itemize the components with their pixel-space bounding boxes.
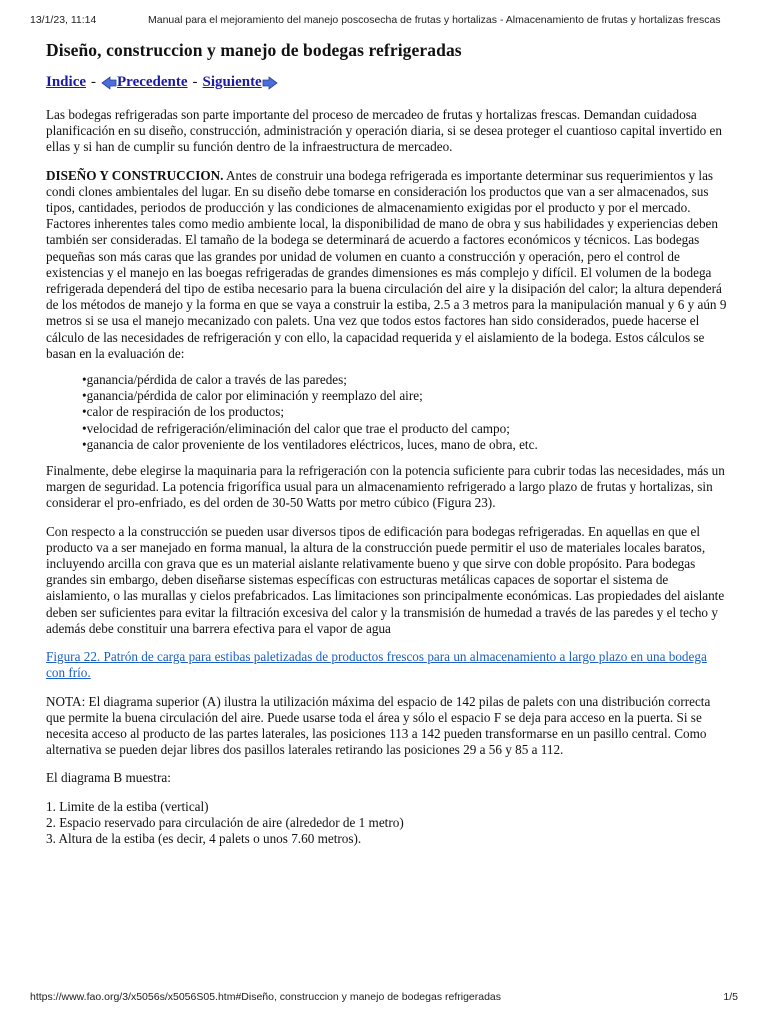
- print-footer: [30, 991, 738, 1003]
- next-arrow-icon[interactable]: [262, 76, 278, 90]
- intro-paragraph: Las bodegas refrigeradas son parte importante del proceso de mercadeo de frutas y hortalizas frescas. Demandan cuidadosa planificación en su diseño, construcción, administración y operación diaria, si se desea proteger el cuantioso capital invertido en ellas y si han de cumplir su función dentro de la infraestructura de mercadeo.: [46, 107, 722, 155]
- print-title: Manual para el mejoramiento del manejo poscosecha de frutas y hortalizas - Almacenamiento de frutas y hortalizas frescas: [148, 14, 721, 26]
- page-content: [46, 40, 728, 847]
- page-title: Diseño, construccion y manejo de bodegas refrigeradas: [46, 40, 462, 60]
- finally-paragraph: Finalmente, debe elegirse la maquinaria para la refrigeración con la potencia suficiente para cubrir todas las necesidades, más un margen de seguridad. La potencia frigorífica usual para un almacenamiento refrigerado a largo plazo de frutas y hortalizas, sin considerar el pro-enfriado, es del orden de 30-50 Watts por metro cúbico (Figura 23).: [46, 463, 725, 511]
- list-item: 2. Espacio reservado para circulación de aire (alrededor de 1 metro): [46, 814, 404, 830]
- figure-paragraph: [46, 649, 728, 681]
- design-paragraph: [46, 168, 728, 362]
- list-item: • ganancia/pérdida de calor por eliminación y reemplazo del aire;: [82, 388, 728, 404]
- note-paragraph: NOTA: El diagrama superior (A) ilustra la utilización máxima del espacio de 142 pilas de palets con una distribución correcta que permite la buena circulación del aire. Puede usarse toda el área y sólo el espacio F se deja para acceso en la puerta. Si se necesita acceso al producto de las partes laterales, las posiciones 113 a 142 pueden transformarse en un pasillo central. Como alternativa se pueden dejar libres dos pasillos laterales retirando las posiciones 29 a 56 y 85 a 112.: [46, 693, 711, 758]
- list-item: • calor de respiración de los productos;: [82, 404, 728, 420]
- diagram-b-list: [46, 799, 728, 848]
- heat-load-list: [82, 372, 728, 453]
- print-date: 13/1/23, 11:14: [30, 14, 97, 26]
- list-item: • velocidad de refrigeración/eliminación del calor que trae el producto del campo;: [82, 421, 728, 437]
- list-item: 3. Altura de la estiba (es decir, 4 palets o unos 7.60 metros).: [46, 830, 362, 846]
- nav-separator: -: [192, 74, 198, 90]
- page-number: 1/5: [723, 991, 738, 1003]
- print-url: https://www.fao.org/3/x5056s/x5056S05.htm#Diseño, construccion y manejo de bodegas refrigeradas: [30, 991, 502, 1003]
- list-item: 1. Limite de la estiba (vertical): [46, 798, 209, 814]
- diagram-b-intro: El diagrama B muestra:: [46, 770, 171, 786]
- construction-paragraph: Con respecto a la construcción se pueden usar diversos tipos de edificación para bodegas refrigeradas. En aquellas en que el producto va a ser manejado en forma manual, la altura de la construcción puede permitir el uso de materiales locales baratos, incluyendo arcilla con grava que es un material aislante relativamente bueno y que sirve con doble propósito. Para bodegas grandes sin embargo, deben diseñarse sistemas específicas con estructuras metálicas capaces de soportar el sistema de aislamiento, o las murallas y cielos prefabricados. Las limitaciones son principalmente económicas. Las propiedades del aislante deben ser suficientes para evitar la filtración excesiva del calor y la transmisión de humedad a través de las paredes y el techo y además debe constituir una barrera efectiva para el vapor de agua: [46, 523, 725, 636]
- nav-separator: -: [91, 74, 97, 90]
- list-item: • ganancia de calor proveniente de los ventiladores eléctricos, luces, mano de obra, etc.: [82, 437, 728, 453]
- index-link[interactable]: Indice: [46, 74, 87, 90]
- next-link[interactable]: Siguiente: [202, 74, 262, 90]
- navigation-bar: [46, 74, 728, 91]
- design-text: Antes de construir una bodega refrigerada es importante determinar sus requerimientos y las condi clones ambientales del lugar. En su diseño debe tomarse en consideración los productos que van a ser almacenados, sus tipos, cantidades, periodos de producción y las condiciones de almacenamiento exigidas por el producto y por el mercado. Factores inherentes tales como medio ambiente local, la disponibilidad de mano de obra y sus habilidades y experiencias deben también ser consideradas. El tamaño de la bodega se determinará de acuerdo a factores económicos y técnicos. Las bodegas pequeñas son más caras que las grandes por unidad de volumen en cuanto a construcción y operación, pero el control de existencias y el manejo en las boegas refrigeradas de grandes dimensiones es más complejo y difícil. El volumen de la bodega refrigerada dependerá del tipo de estiba necesario para la buena circulación del aire y la disipación del calor; la altura dependerá de los métodos de manejo y la forma en que se vaya a construir la estiba, 2.5 a 3 metros para la manipulación manual y 6 y aún 9 metros si se usa el manejo mecanizado con palets. Una vez que todos estos factores han sido considerados, puede hacerse el cálculo de las necesidades de refrigeración y con ello, la capacidad requerida y el aislamiento de la bodega. Estos cálculos se basan en la evaluación de:: [46, 167, 727, 361]
- print-header: [30, 14, 738, 26]
- list-item: • ganancia/pérdida de calor a través de las paredes;: [82, 372, 728, 388]
- previous-link[interactable]: Precedente: [117, 74, 188, 90]
- figure-22-link[interactable]: Figura 22. Patrón de carga para estibas paletizadas de productos frescos para un almacenamiento a largo plazo en una bodega con frío.: [46, 649, 707, 681]
- prev-arrow-icon[interactable]: [101, 76, 117, 90]
- design-heading: DISEÑO Y CONSTRUCCION.: [46, 167, 224, 183]
